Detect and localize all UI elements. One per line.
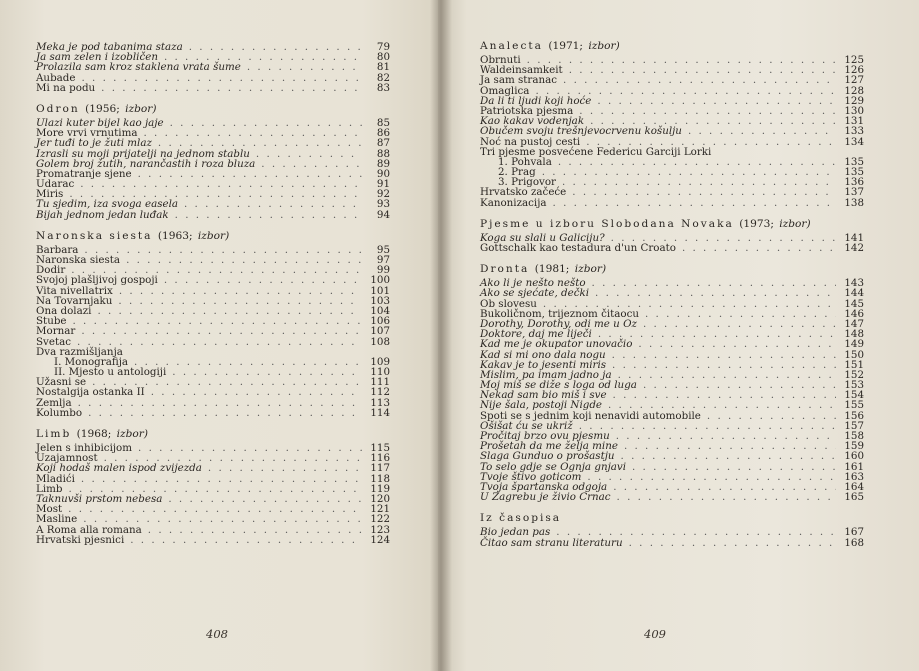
toc-entry-title: Koga su slali u Galiciju? [480,231,605,244]
toc-entry-page: 143 [844,277,864,290]
toc-entry [480,243,864,253]
toc-entry-page: 130 [844,104,864,117]
toc-entry-page: 122 [370,513,390,526]
toc-entry-title: Bio jedan pas [480,526,551,539]
toc-entry-title: Gottschalk kao testadura d'un Croato [480,242,676,254]
toc-entry-page: 94 [376,208,390,221]
toc-entry-page: 114 [370,406,390,419]
toc-entry-title: Bukoličnom, trijeznom čitaocu [480,307,639,320]
section-year: (1973; [739,217,774,230]
toc-entry-page: 100 [370,274,390,287]
toc-entry-page: 99 [376,264,390,277]
toc-entry-page: 151 [844,358,864,371]
toc-entry-page: 148 [844,328,864,341]
dot-leader [88,408,362,418]
dot-leader [138,443,362,453]
dot-leader [624,441,836,451]
dot-leader [558,157,836,167]
toc-entry-page: 149 [844,338,864,351]
dot-leader [175,210,362,220]
dot-leader [632,462,836,472]
section-year: (1968; [76,428,112,440]
toc-entry [36,474,390,484]
dot-leader [164,275,362,285]
toc-entry [36,408,390,418]
toc-entry-page: 150 [844,348,864,361]
toc-entry-page: 111 [370,376,390,389]
dot-leader [119,286,362,296]
dot-leader [172,367,362,377]
toc-entry-title: Aubade [36,71,76,84]
toc-entry-page: 80 [376,51,390,64]
toc-entry-page: 152 [844,368,864,381]
dot-leader [688,126,836,136]
dot-leader [616,431,836,441]
toc-entry-page: 101 [370,284,390,297]
toc-entry [36,255,390,265]
toc-entry-page: 160 [844,450,864,463]
section-heading [36,428,390,440]
dot-leader [158,138,362,148]
toc-entry-page: 86 [376,127,390,140]
section-heading [36,103,390,115]
toc-entry [36,535,390,545]
section-year: (1981; [534,263,570,276]
toc-entry-title: Hrvatsko začeće [480,186,567,199]
toc-entry [36,138,390,148]
toc-entry-page: 135 [844,166,864,179]
toc-entry-title: Hrvatski pjesnici [36,533,125,546]
section-title: Iz časopisa [480,512,562,525]
dot-leader [78,398,362,408]
toc-entry-title: Mornar [36,325,76,338]
dot-leader [618,370,836,380]
toc-entry-title: Naronska siesta [36,254,121,266]
toc-entry-page: 106 [370,315,390,328]
toc-entry-page: 85 [376,116,390,129]
toc-entry-page: 164 [844,480,864,493]
toc-entry-page: 135 [844,155,864,168]
toc-entry [36,306,390,316]
right-page [438,0,919,671]
section-izbor: izbor) [197,229,230,242]
toc-entry-page: 110 [370,366,390,379]
dot-leader [629,538,836,548]
dot-leader [643,319,836,329]
toc-entry-title: Ona dolazi [36,304,92,317]
toc-entry-title: II. Mjesto u antologiji [54,366,167,379]
dot-leader [189,42,362,52]
toc-entry-title: Tri pjesme posvećene Federicu Garciji Lorki [480,145,712,158]
dot-leader [643,380,836,390]
dot-leader [81,326,362,336]
toc-entry [480,538,864,548]
book-gutter [430,0,452,671]
toc-entry-title: Svojoj plašljivoj gospoji [36,274,158,287]
toc-entry-page: 121 [370,503,390,516]
toc-entry-title: U Zagrebu je živio Crnac [480,491,611,504]
toc-entry-page: 97 [376,254,390,266]
toc-entry-page: 161 [844,460,864,473]
section-title: Odron [36,102,80,115]
toc-entry-title: Doktore, daj me liječi [480,328,592,341]
dot-leader [168,494,362,504]
toc-entry-title: Tvoja špartanska odgoja [480,480,608,493]
toc-entry-title: Ošišat ću se ukriž [480,419,573,432]
dot-leader [613,390,836,400]
toc-entry-title: Vita nivellatrix [36,284,113,297]
toc-entry-page: 157 [844,419,864,432]
toc-entry-title: Prošetah da me želja mine [480,440,618,453]
dot-leader [612,360,836,370]
dot-leader [569,65,836,75]
section-heading [36,230,390,242]
toc-entry-title: Noć na pustoj cesti [480,135,581,148]
toc-entry-title: Jelen s inhibicijom [36,442,133,454]
toc-entry [480,492,864,502]
toc-entry [36,179,390,189]
dot-leader [707,411,836,421]
toc-entry [36,463,390,473]
toc-entry-page: 165 [844,491,864,504]
toc-entry-title: Barbara [36,243,79,256]
left-toc-column [36,42,390,545]
toc-entry-title: Kakav je to jesenti miris [480,358,607,371]
dot-leader [101,83,362,93]
toc-entry-title: Izrasli su moji prijatelji na jednom stablu [36,147,250,160]
toc-entry [480,75,864,85]
toc-entry [36,504,390,514]
toc-entry-page: 119 [370,482,390,495]
toc-entry-page: 83 [376,81,390,94]
section-izbor: izbor) [588,40,620,52]
dot-leader [613,482,836,492]
toc-entry [480,288,864,298]
section-year: (1956; [85,102,120,115]
dot-leader [579,106,836,116]
toc-entry-page: 87 [376,137,390,150]
toc-entry-page: 126 [844,64,864,77]
dot-leader [148,525,362,535]
section-title: Analecta [480,40,543,52]
toc-entry-title: Patriotska pjesma [480,104,574,117]
toc-entry-page: 125 [844,54,864,66]
toc-entry-title: Dorothy, Dorothy, odi me u Oz [480,317,637,330]
toc-entry-page: 131 [844,115,864,128]
toc-entry-title: Kad me je okupator unovačio [480,338,633,351]
section-izbor: izbor) [779,217,811,230]
toc-entry-page: 104 [370,304,390,317]
toc-entry-page: 108 [370,335,390,348]
toc-entry-page: 141 [844,231,864,244]
right-toc-column [480,40,864,548]
section-izbor: izbor) [125,102,157,115]
toc-entry-page: 127 [844,74,864,87]
toc-entry [36,210,390,220]
toc-entry-title: Limb [36,482,63,495]
toc-entry-page: 168 [844,536,864,549]
section-title: Pjesme u izboru Slobodana Novaka [480,217,734,230]
toc-entry-title: Ja sam zelen i izobličen [36,51,158,64]
toc-entry-title: Nekad sam bio miš i sve [480,389,607,402]
dot-leader [68,504,362,514]
toc-entry-page: 153 [844,379,864,392]
dot-leader [638,339,836,349]
toc-entry-title: Golem broj žutih, narančastih i roza bluza [36,157,256,170]
toc-entry-title: Kolumbo [36,406,83,419]
toc-entry-title: Pročitaj brzo ovu pjesmu [480,430,610,442]
toc-entry-page: 158 [844,430,864,442]
toc-entry-title: Ja sam stranac [480,74,558,87]
toc-entry-title: Nije šala, postoji Nigde [480,399,603,412]
toc-entry [480,157,864,167]
toc-entry-title: Most [36,503,63,516]
toc-entry-title: Ulazi kuter bijel kao jaje [36,116,164,129]
toc-entry-title: Omaglica [480,84,530,97]
toc-entry [36,326,390,336]
toc-entry-title: Slaga Gunduo o prošastju [480,450,615,463]
toc-entry-title: 1. Pohvala [498,155,552,168]
right-page-number: 409 [644,627,666,641]
toc-entry-title: A Roma alla romana [36,523,142,536]
toc-entry-page: 145 [844,297,864,310]
toc-entry-page: 109 [370,355,390,368]
toc-entry [36,387,390,397]
dot-leader [151,387,362,397]
dot-leader [592,278,836,288]
toc-entry-page: 144 [844,287,864,300]
toc-entry-page: 91 [376,178,390,191]
toc-entry [480,527,864,537]
toc-entry-title: Waldeinsamkeit [480,64,563,77]
toc-entry-title: Užasni se [36,376,87,389]
section-heading [480,218,864,230]
toc-entry-page: 156 [844,409,864,422]
toc-entry-title: Tu sjedim, iza svoga easela [36,198,179,211]
section-izbor: izbor) [574,263,607,276]
toc-entry [36,494,390,504]
toc-entry-title: Promatranje sjene [36,167,132,180]
section-izbor: izbor) [116,428,148,440]
toc-entry-page: 155 [844,399,864,412]
toc-entry-page: 118 [370,472,390,485]
toc-entry-page: 136 [844,176,864,189]
dot-leader [562,177,836,187]
toc-entry-title: Stube [36,315,67,328]
toc-entry-page: 138 [844,196,864,209]
dot-leader [81,474,362,484]
dot-leader [80,179,362,189]
toc-entry-page: 146 [844,307,864,320]
toc-entry-title: I. Monografija [54,355,129,368]
toc-entry [480,339,864,349]
toc-entry-title: Nostalgija ostanka II [36,386,145,399]
toc-entry-title: Meka je pod tabanima staza [36,41,183,53]
toc-entry-title: Mislim, pa imam jadno ja [480,368,612,381]
toc-entry-page: 129 [844,94,864,107]
toc-entry-title: More vrvi vrnutima [36,127,138,140]
toc-entry [480,126,864,136]
toc-entry-page: 89 [376,157,390,170]
toc-entry-page: 93 [376,198,390,211]
section-year: (1963; [157,229,193,242]
toc-entry-title: Bijah jednom jedan luđak [36,208,169,221]
toc-entry-page: 154 [844,389,864,402]
left-page-number: 408 [206,627,228,641]
toc-entry-title: Mladići [36,472,75,485]
toc-entry [36,62,390,72]
dot-leader [542,167,836,177]
toc-entry-title: Da li ti ljudi koji hoće [480,94,592,107]
dot-leader [256,149,362,159]
toc-entry-title: Na Tovarnjaku [36,294,113,307]
toc-entry-page: 112 [370,386,390,399]
toc-entry-page: 123 [370,523,390,536]
toc-entry-page: 103 [370,294,390,307]
toc-entry [480,198,864,208]
dot-leader [81,73,362,83]
dot-leader [563,75,836,85]
dot-leader [73,316,362,326]
dot-leader [682,243,836,253]
toc-entry-title: Čitao sam stranu literaturu [480,536,623,549]
dot-leader [247,62,362,72]
toc-entry-title: Miris [36,188,64,201]
toc-entry-page: 117 [370,462,390,475]
left-page [0,0,452,671]
toc-entry-title: To selo gdje se Ognja gnjavi [480,460,627,473]
toc-entry-title: Spoti se s jednim koji nenavidi automobile [480,409,701,422]
dot-leader [597,96,836,106]
dot-leader [184,199,362,209]
toc-entry-title: Uzajamnost [36,452,98,465]
section-year: (1971; [548,40,583,52]
toc-entry-page: 167 [844,526,864,539]
dot-leader [572,187,836,197]
section-title: Limb [36,428,72,440]
toc-entry-title: Udarac [36,178,75,191]
toc-entry-page: 147 [844,317,864,330]
toc-entry-page: 120 [370,492,390,505]
toc-entry-title: Ob slovesu [480,297,537,310]
toc-entry-title: Kad si mi ono dala nogu [480,348,606,361]
toc-entry-title: Moj miš se diže s loga od luga [480,379,637,392]
toc-entry-title: Kanonizacija [480,196,547,209]
dot-leader [144,128,363,138]
dot-leader [612,350,836,360]
dot-leader [527,55,836,65]
dot-leader [579,421,836,431]
toc-entry-title: Ako se sjećate, dečki [480,287,590,300]
dot-leader [170,118,362,128]
toc-entry-title: Dva razmišljanja [36,345,123,358]
section-heading [480,263,864,275]
dot-leader [126,255,362,265]
dot-leader [645,309,836,319]
toc-entry-page: 134 [844,135,864,148]
toc-entry-title: Jer tuđi to je žuti mlaz [36,137,152,150]
toc-entry-title: 2. Prag [498,166,536,179]
toc-entry [36,169,390,179]
toc-entry [36,398,390,408]
toc-entry-page: 79 [376,41,390,53]
dot-leader [208,463,362,473]
toc-entry-title: Dodir [36,264,66,277]
toc-entry-page: 124 [370,533,390,546]
toc-entry-title: Ako li je nešto nešto [480,277,586,290]
dot-leader [587,472,836,482]
toc-entry-title: Masline [36,513,78,526]
dot-leader [84,245,362,255]
dot-leader [134,357,362,367]
toc-entry-page: 142 [844,242,864,254]
toc-entry-page: 82 [376,71,390,84]
toc-entry-page: 107 [370,325,390,338]
toc-entry-title: 3. Prigovor [498,176,556,189]
toc-entry [36,514,390,524]
toc-entry-title: Obučem svoju trešnjevocrvenu košulju [480,125,682,138]
toc-entry-page: 116 [370,452,390,465]
toc-entry-title: Obrnuti [480,54,521,66]
dot-leader [556,527,836,537]
dot-leader [97,306,362,316]
dot-leader [130,535,362,545]
dot-leader [83,514,362,524]
toc-entry-title: Mi na podu [36,81,96,94]
toc-entry-page: 133 [844,125,864,138]
toc-entry-title: Taknuvši prstom nebesa [36,492,163,505]
section-heading [480,512,864,524]
toc-entry-page: 92 [376,188,390,201]
toc-entry-page: 137 [844,186,864,199]
dot-leader [138,169,362,179]
toc-entry [36,367,390,377]
dot-leader [261,159,362,169]
toc-entry-page: 81 [376,61,390,74]
section-title: Naronska siesta [36,229,153,242]
toc-entry-page: 128 [844,84,864,97]
toc-entry-page: 95 [376,243,390,256]
toc-entry-title: Svetac [36,335,72,348]
toc-entry-page: 115 [370,442,390,454]
toc-entry-title: Kao kakav vodenjak [480,115,585,128]
toc-entry-title: Koji hodaš malen ispod zvijezda [36,462,202,475]
dot-leader [617,492,836,502]
section-title: Dronta [480,263,530,276]
toc-entry-title: Zemlja [36,396,72,409]
toc-entry-title: Tvoje štivo goticom [480,470,582,483]
toc-entry [36,83,390,93]
toc-entry-title: Prolazila sam kroz staklena vrata šume [36,61,241,74]
dot-leader [598,329,836,339]
toc-entry [36,316,390,326]
toc-entry-page: 163 [844,470,864,483]
toc-entry-page: 113 [370,396,390,409]
toc-entry-page: 90 [376,167,390,180]
dot-leader [621,451,836,461]
dot-leader [118,296,362,306]
dot-leader [595,288,836,298]
section-heading [480,40,864,52]
toc-entry-page: 159 [844,440,864,453]
toc-entry-page: 88 [376,147,390,160]
dot-leader [553,198,836,208]
